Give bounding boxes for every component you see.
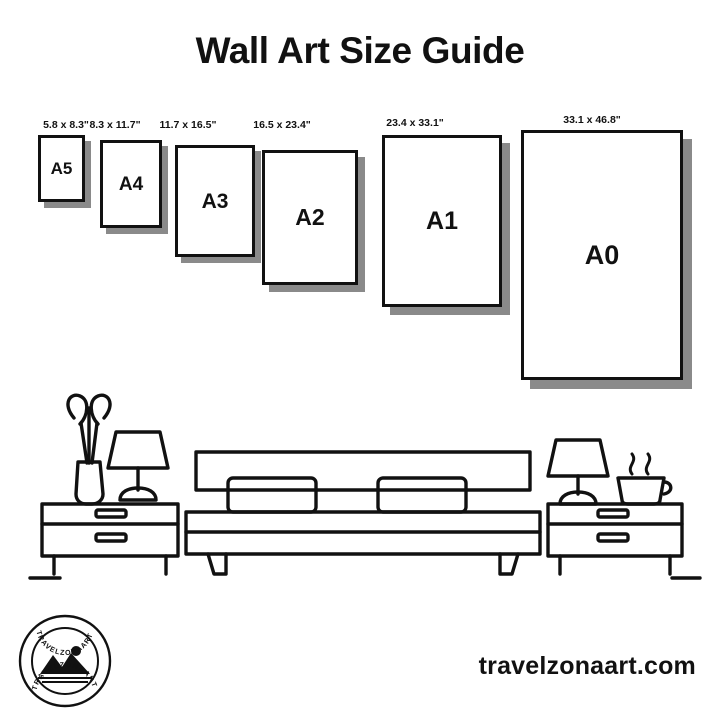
frame-a3-label: A3 (201, 189, 229, 213)
bedroom-illustration (0, 378, 720, 608)
table-lamp-right (548, 440, 608, 504)
frame-a5-box (38, 135, 85, 202)
frame-a0-box (521, 130, 683, 380)
frame-a3-box (175, 145, 255, 257)
logo-arc-text-bottom: TRAVELZONAART (34, 629, 95, 658)
logo-arc-text-top: TRAVELZONAART (29, 659, 100, 692)
footer (0, 608, 720, 720)
frame-a0-dimensions: 33.1 x 46.8" (563, 114, 621, 126)
nightstand-right (548, 504, 682, 574)
nightstand-left (42, 504, 178, 574)
frame-a5-label: A5 (50, 159, 73, 178)
brand-logo (18, 614, 112, 708)
vase-with-flowers (68, 395, 110, 504)
frame-a2-dimensions: 16.5 x 23.4" (253, 119, 311, 131)
frame-a0-label: A0 (584, 239, 620, 270)
frame-a3-dimensions: 11.7 x 16.5" (159, 119, 217, 131)
frame-a2-label: A2 (295, 204, 325, 230)
frame-a1-box (382, 135, 502, 307)
frame-a4-label: A4 (118, 173, 144, 195)
svg-text:TRAVELZONAART (34, 629, 95, 657)
table-lamp-left (108, 432, 168, 500)
coffee-cup (618, 454, 671, 504)
frame-a4-dimensions: 8.3 x 11.7" (89, 119, 141, 131)
bed (186, 452, 540, 574)
page-title: Wall Art Size Guide (195, 30, 525, 71)
svg-text:TRAVELZONAART (30, 660, 100, 691)
frame-a1-label: A1 (426, 206, 458, 235)
frame-a5-dimensions: 5.8 x 8.3" (43, 119, 89, 131)
frame-size-chart (0, 100, 720, 390)
website-url: travelzonaart.com (478, 652, 696, 680)
frame-a2-box (262, 150, 358, 285)
frame-a1-dimensions: 23.4 x 33.1" (386, 117, 444, 129)
frame-a4-box (100, 140, 162, 228)
